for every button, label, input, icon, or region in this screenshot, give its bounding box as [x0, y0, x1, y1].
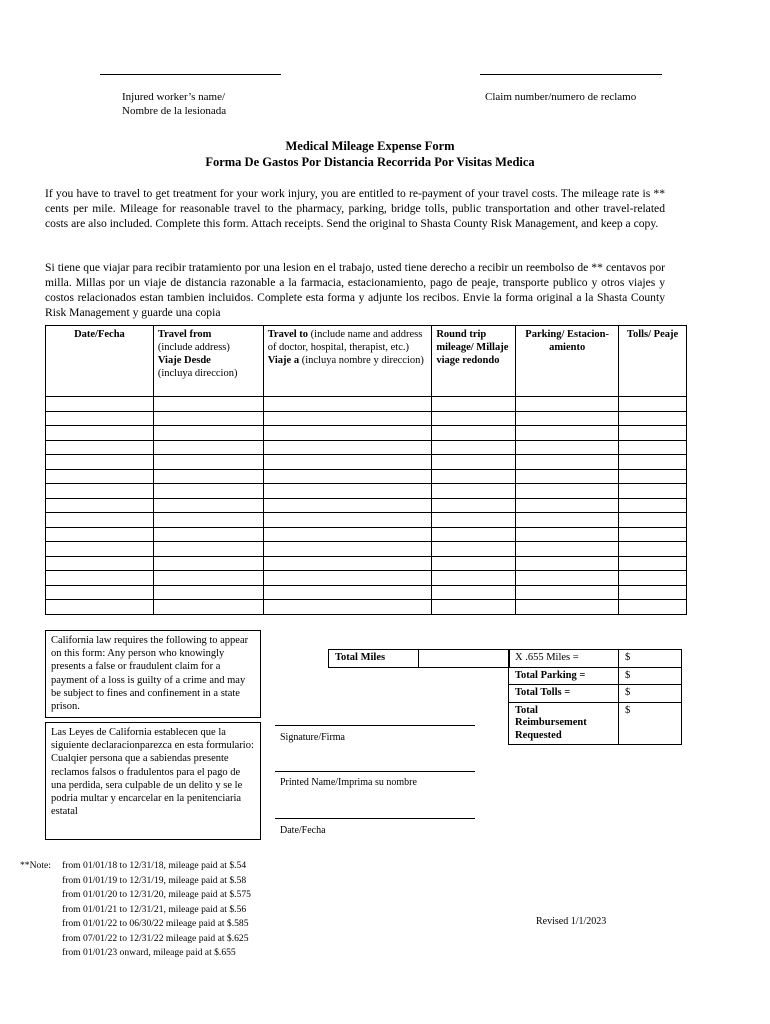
tolls-cell[interactable] — [619, 542, 687, 557]
date-cell[interactable] — [46, 426, 154, 441]
tolls-cell[interactable] — [619, 556, 687, 571]
tolls-cell[interactable] — [619, 397, 687, 412]
travel-from-cell[interactable] — [153, 426, 263, 441]
note-line: from 01/01/18 to 12/31/18, mileage paid at $.54 — [62, 860, 247, 871]
parking-cell[interactable] — [516, 542, 619, 557]
rate-label: X .655 Miles = — [509, 650, 619, 668]
viaje-a-label: Viaje a — [267, 355, 300, 366]
travel-to-cell[interactable] — [263, 440, 432, 455]
tolls-header: Tolls/ Peaje — [619, 326, 687, 397]
round-trip-cell[interactable] — [432, 585, 516, 600]
travel-from-label: Travel from — [157, 329, 212, 340]
tolls-cell[interactable] — [619, 426, 687, 441]
date-line[interactable] — [275, 818, 475, 819]
note-line: from 01/01/23 onward, mileage paid at $.655 — [62, 947, 236, 958]
parking-cell[interactable] — [516, 426, 619, 441]
date-cell[interactable] — [46, 397, 154, 412]
viaje-desde-label: Viaje Desde — [157, 355, 211, 366]
tolls-cell[interactable] — [619, 571, 687, 586]
round-trip-cell[interactable] — [432, 440, 516, 455]
travel-from-cell[interactable] — [153, 585, 263, 600]
date-cell[interactable] — [46, 585, 154, 600]
tolls-cell[interactable] — [619, 469, 687, 484]
note-line: from 07/01/22 to 12/31/22 mileage paid at $.625 — [62, 932, 249, 944]
date-cell[interactable] — [46, 455, 154, 470]
totals-table — [508, 649, 682, 745]
travel-from-cell[interactable] — [153, 440, 263, 455]
parking-cell[interactable] — [516, 440, 619, 455]
travel-to-cell[interactable] — [263, 513, 432, 528]
round-trip-cell[interactable] — [432, 455, 516, 470]
table-row — [46, 585, 687, 600]
travel-to-cell[interactable] — [263, 426, 432, 441]
round-trip-cell[interactable] — [432, 513, 516, 528]
travel-to-cell[interactable] — [263, 527, 432, 542]
table-row — [46, 440, 687, 455]
table-row — [46, 527, 687, 542]
total-miles-field[interactable] — [419, 650, 510, 668]
date-cell[interactable] — [46, 411, 154, 426]
travel-from-cell[interactable] — [153, 513, 263, 528]
date-cell[interactable] — [46, 469, 154, 484]
signature-line[interactable] — [275, 725, 475, 726]
travel-from-cell[interactable] — [153, 571, 263, 586]
round-trip-cell[interactable] — [432, 571, 516, 586]
date-cell[interactable] — [46, 542, 154, 557]
travel-from-cell[interactable] — [153, 484, 263, 499]
total-miles-label: Total Miles — [329, 650, 419, 668]
travel-from-cell[interactable] — [153, 498, 263, 513]
tolls-cell[interactable] — [619, 513, 687, 528]
table-row — [46, 556, 687, 571]
travel-from-cell[interactable] — [153, 411, 263, 426]
note-line: from 01/01/21 to 12/31/21, mileage paid at $.56 — [62, 903, 247, 915]
travel-to-note: (include name and address of doctor, hospital, therapist, etc.) — [267, 329, 423, 353]
table-row — [46, 498, 687, 513]
parking-cell[interactable] — [516, 556, 619, 571]
table-row — [46, 542, 687, 557]
travel-to-cell[interactable] — [263, 585, 432, 600]
travel-to-cell[interactable] — [263, 571, 432, 586]
parking-cell[interactable] — [516, 469, 619, 484]
round-trip-cell[interactable] — [432, 600, 516, 615]
intro-english: If you have to travel to get treatment for your work injury, you are entitled to re-payment of your travel costs. The mileage rate is ** cents per mile. Mileage for reasonable travel to the pharmacy, parking, bridge tolls, public transportation and other travel-related costs are also included. Complete this form. Attach receipts. Send the original to Shasta County Risk Management, and keep a copy. — [45, 187, 665, 230]
intro-spanish: Si tiene que viajar para recibir tratamiento por una lesion en el trabajo, usted tiene derecho a recibir un reembolso de ** centavos por milla. Millas por un viaje de distancia razonable a la farmacia, estacionamiento, pago de peaje, transporte publico y otros viajes y costos relacionados estan tambien incluidos. Complete esta forma y adjunte los recibos. Envie la forma original a la Shasta County Risk Management y guarde una copia — [45, 261, 665, 319]
tolls-cell[interactable] — [619, 411, 687, 426]
parking-cell[interactable] — [516, 585, 619, 600]
round-trip-header: Round trip mileage/ Millaje viage redondo — [432, 326, 516, 397]
claim-number-label: Claim number/numero de reclamo — [485, 91, 637, 103]
travel-from-cell[interactable] — [153, 397, 263, 412]
round-trip-cell[interactable] — [432, 542, 516, 557]
parking-cell[interactable] — [516, 397, 619, 412]
travel-from-cell[interactable] — [153, 600, 263, 615]
parking-header: Parking/ Estacion-amiento — [516, 326, 619, 397]
travel-to-cell[interactable] — [263, 469, 432, 484]
table-row — [46, 411, 687, 426]
round-trip-cell[interactable] — [432, 527, 516, 542]
round-trip-cell[interactable] — [432, 498, 516, 513]
tolls-cell[interactable] — [619, 484, 687, 499]
note-list — [62, 859, 251, 961]
parking-amount-field[interactable]: $ — [619, 667, 682, 685]
parking-cell[interactable] — [516, 513, 619, 528]
tolls-amount-field[interactable]: $ — [619, 685, 682, 703]
travel-from-note: (include address) — [157, 342, 230, 353]
tolls-cell[interactable] — [619, 498, 687, 513]
miles-amount-field[interactable]: $ — [619, 650, 682, 668]
date-cell[interactable] — [46, 498, 154, 513]
signature-label: Signature/Firma — [280, 732, 345, 743]
form-title: Medical Mileage Expense Form — [285, 139, 455, 153]
table-row — [46, 484, 687, 499]
worker-label-en: Injured worker’s name/ — [122, 91, 226, 103]
note-line: from 01/01/22 to 06/30/22 mileage paid at $.585 — [62, 918, 249, 929]
travel-from-header — [153, 326, 263, 397]
worker-name-line[interactable] — [100, 74, 281, 75]
round-trip-cell[interactable] — [432, 484, 516, 499]
table-row — [46, 600, 687, 615]
travel-to-cell[interactable] — [263, 484, 432, 499]
tolls-cell[interactable] — [619, 455, 687, 470]
parking-cell[interactable] — [516, 498, 619, 513]
tolls-cell[interactable] — [619, 440, 687, 455]
date-cell[interactable] — [46, 600, 154, 615]
table-row — [46, 397, 687, 412]
date-cell[interactable] — [46, 484, 154, 499]
travel-from-cell[interactable] — [153, 455, 263, 470]
table-row — [46, 513, 687, 528]
date-cell[interactable] — [46, 556, 154, 571]
travel-from-cell[interactable] — [153, 527, 263, 542]
travel-from-cell[interactable] — [153, 542, 263, 557]
table-header-row — [46, 326, 687, 397]
table-row — [46, 426, 687, 441]
total-miles-table — [328, 649, 510, 668]
round-trip-cell[interactable] — [432, 556, 516, 571]
claim-number-line[interactable] — [480, 74, 662, 75]
note-line: from 01/01/19 to 12/31/19, mileage paid at $.58 — [62, 874, 247, 886]
travel-from-cell[interactable] — [153, 556, 263, 571]
printed-name-line[interactable] — [275, 771, 475, 772]
note-line: from 01/01/20 to 12/31/20, mileage paid at $.575 — [62, 889, 251, 900]
travel-to-cell[interactable] — [263, 600, 432, 615]
table-row — [46, 469, 687, 484]
total-tolls-label: Total Tolls = — [509, 685, 619, 703]
round-trip-cell[interactable] — [432, 426, 516, 441]
tolls-cell[interactable] — [619, 600, 687, 615]
viaje-desde-note: (incluya direccion) — [157, 368, 238, 379]
date-cell[interactable] — [46, 527, 154, 542]
viaje-a-note: (incluya nombre y direccion) — [301, 355, 424, 366]
note-label: **Note: — [20, 860, 51, 871]
tolls-cell[interactable] — [619, 585, 687, 600]
date-label: Date/Fecha — [280, 825, 326, 836]
round-trip-cell[interactable] — [432, 469, 516, 484]
total-parking-label: Total Parking = — [509, 667, 619, 685]
travel-to-cell[interactable] — [263, 397, 432, 412]
date-cell[interactable] — [46, 571, 154, 586]
travel-to-cell[interactable] — [263, 556, 432, 571]
total-reimbursement-label: Total Reimbursement Requested — [509, 702, 619, 745]
travel-to-cell[interactable] — [263, 498, 432, 513]
revised-date: Revised 1/1/2023 — [536, 916, 607, 927]
parking-cell[interactable] — [516, 455, 619, 470]
round-trip-cell[interactable] — [432, 411, 516, 426]
worker-name-label — [122, 90, 226, 118]
table-row — [46, 455, 687, 470]
warning-box-spanish: Las Leyes de California establecen que la siguiente declaracionparezca en esta formulario: Cualqier persona que a sabiendas presente reclamos falsos o fradulentos para el pago de una perdida, sera culpable de un delito y se le podria multar y encarcelar en la penitenciaria estatal — [45, 722, 261, 840]
mileage-table — [45, 325, 687, 615]
date-cell[interactable] — [46, 440, 154, 455]
parking-cell[interactable] — [516, 527, 619, 542]
date-header: Date/Fecha — [46, 326, 154, 397]
parking-cell[interactable] — [516, 571, 619, 586]
travel-from-cell[interactable] — [153, 469, 263, 484]
parking-cell[interactable] — [516, 600, 619, 615]
form-title-es: Forma De Gastos Por Distancia Recorrida Por Visitas Medica — [205, 155, 535, 169]
travel-to-label: Travel to — [267, 329, 309, 340]
travel-to-header — [263, 326, 432, 397]
travel-to-cell[interactable] — [263, 542, 432, 557]
parking-cell[interactable] — [516, 411, 619, 426]
round-trip-cell[interactable] — [432, 397, 516, 412]
worker-label-es: Nombre de la lesionada — [122, 105, 227, 117]
warning-box-english: California law requires the following to appear on this form: Any person who knowingly presents a false or fraudulent claim for a payment of a loss is guilty of a crime and may be subject to fines and confinement in a state prison. — [45, 630, 261, 718]
reimbursement-amount-field[interactable]: $ — [619, 702, 682, 745]
travel-to-cell[interactable] — [263, 455, 432, 470]
date-cell[interactable] — [46, 513, 154, 528]
parking-cell[interactable] — [516, 484, 619, 499]
tolls-cell[interactable] — [619, 527, 687, 542]
table-row — [46, 571, 687, 586]
travel-to-cell[interactable] — [263, 411, 432, 426]
printed-name-label: Printed Name/Imprima su nombre — [280, 777, 417, 788]
